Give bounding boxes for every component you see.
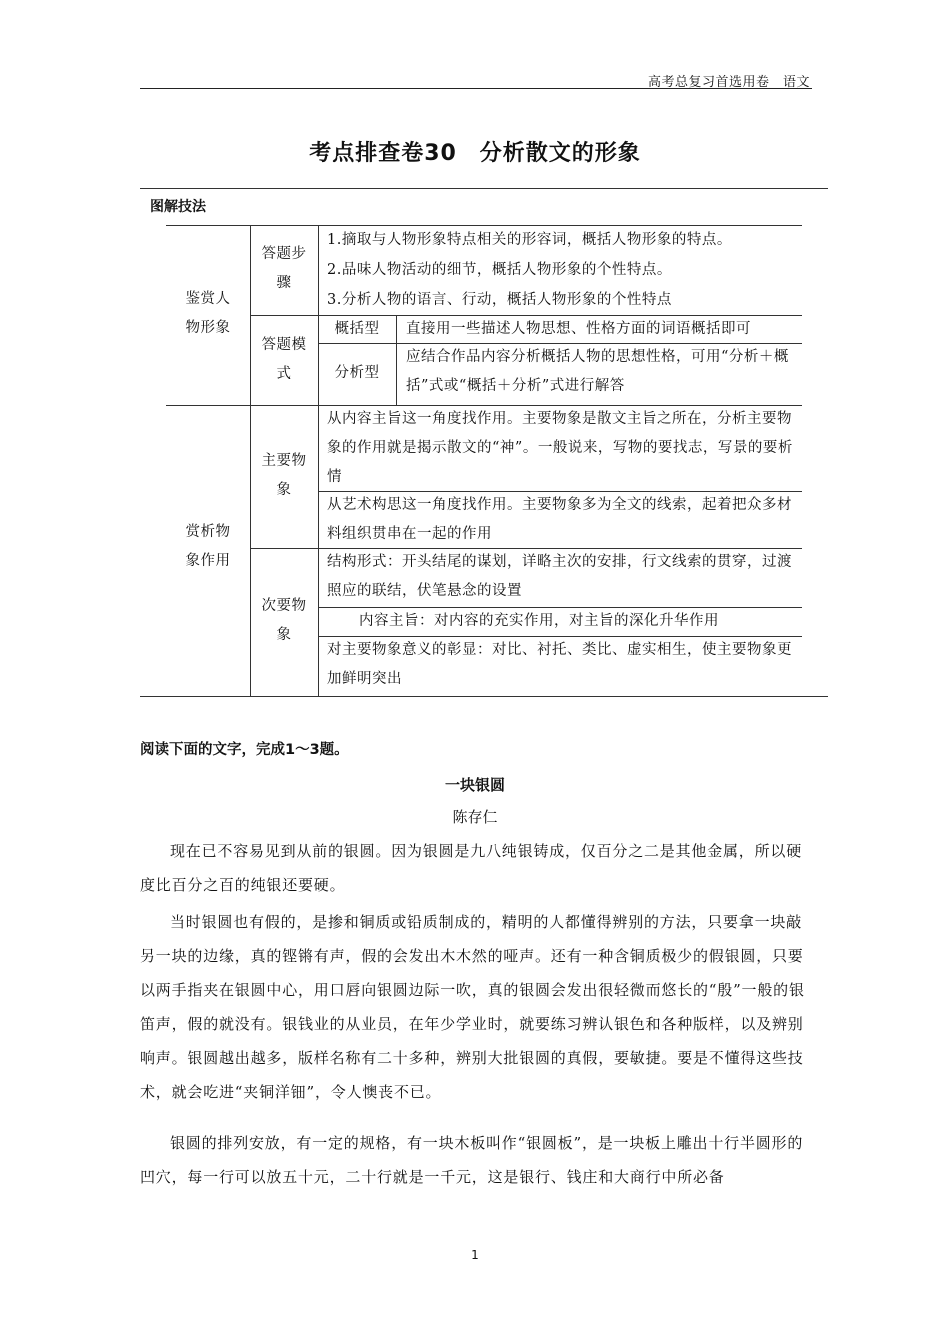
sub-label-steps: 答题步 骤: [261, 246, 307, 291]
sub-label-main: 主要物 象: [261, 453, 307, 498]
sub-label-secondary: 次要物 象: [261, 598, 307, 643]
table-line: [140, 696, 828, 697]
row-label-object: 赏析物 象作用: [185, 524, 231, 569]
mode-desc: 应结合作品内容分析概括人物的思想性格，可用“分析＋概括”式或“概括＋分析”式进行解答: [406, 349, 789, 394]
question-intro: 阅读下面的文字，完成1～3题。: [140, 742, 349, 758]
mode-desc: 直接用一些描述人物思想、性格方面的词语概括即可: [406, 321, 751, 337]
running-header: 高考总复习首选用卷 语文: [647, 75, 810, 90]
page-number: 1: [471, 1248, 479, 1262]
mode-name: 概括型: [334, 321, 380, 337]
story-author: 陈存仁: [452, 808, 498, 826]
story-title: 一块银圆: [444, 776, 505, 794]
story-paragraph: 当时银圆也有假的，是掺和铜质或铅质制成的，精明的人都懂得辨别的方法，只要拿一块敲另一块的边缘，真的铿锵有声，假的会发出木木然的哑声。还有一种含铜质极少的假银圆，只要以两手指夹在银圆中心，用口唇向银圆边际一吹，真的银圆会发出很轻微而悠长的“殷”一般的银笛声，假的就没有。银钱业的从业员，在年少学业时，就要练习辨认银色和各种版样，以及辨别响声。银圆越出越多，版样名称有二十多种，辨别大批银圆的真假，要敏捷。要是不懂得这些技术，就会吃进“夹铜洋钿”，令人懊丧不已。: [140, 913, 805, 1101]
mode-name: 分析型: [334, 365, 380, 381]
main-item: 从内容主旨这一角度找作用。主要物象是散文主旨之所在，分析主要物象的作用就是揭示散文的“神”。一般说来，写物的要找志，写景的要析情: [327, 411, 793, 485]
section-rule: [140, 188, 828, 189]
section-label: 图解技法: [150, 199, 206, 215]
secondary-item: 内容主旨：对内容的充实作用，对主旨的深化升华作用: [359, 613, 719, 629]
secondary-item: 对主要物象意义的彰显：对比、衬托、类比、虚实相生，使主要物象更加鲜明突出: [327, 642, 792, 687]
main-item: 从艺术构思这一角度找作用。主要物象多为全文的线索，起着把众多材料组织贯串在一起的作用: [327, 497, 792, 542]
story-paragraph: 银圆的排列安放，有一定的规格，有一块木板叫作“银圆板”，是一块板上雕出十行半圆形的凹穴，每一行可以放五十元，二十行就是一千元，这是银行、钱庄和大商行中所必备: [140, 1134, 804, 1186]
page-title: 考点排查卷30 分析散文的形象: [309, 141, 641, 166]
secondary-item: 结构形式：开头结尾的谋划，详略主次的安排，行文线索的贯穿，过渡照应的联结，伏笔悬念的设置: [327, 554, 792, 599]
table-line: [396, 315, 397, 405]
table-line: [318, 225, 319, 696]
sub-label-mode: 答题模 式: [261, 337, 307, 382]
story-paragraph: 现在已不容易见到从前的银圆。因为银圆是九八纯银铸成，仅百分之二是其他金属，所以硬度比百分之百的纯银还要硬。: [140, 842, 803, 894]
step-item: 2.品味人物活动的细节，概括人物形象的个性特点。: [327, 262, 672, 278]
step-item: 1.摘取与人物形象特点相关的形容词，概括人物形象的特点。: [327, 232, 732, 248]
header-rule: [140, 88, 812, 89]
steps-cell: [327, 225, 797, 315]
step-item: 3.分析人物的语言、行动，概括人物形象的个性特点: [327, 292, 672, 308]
row-label-character: 鉴赏人 物形象: [185, 291, 231, 336]
